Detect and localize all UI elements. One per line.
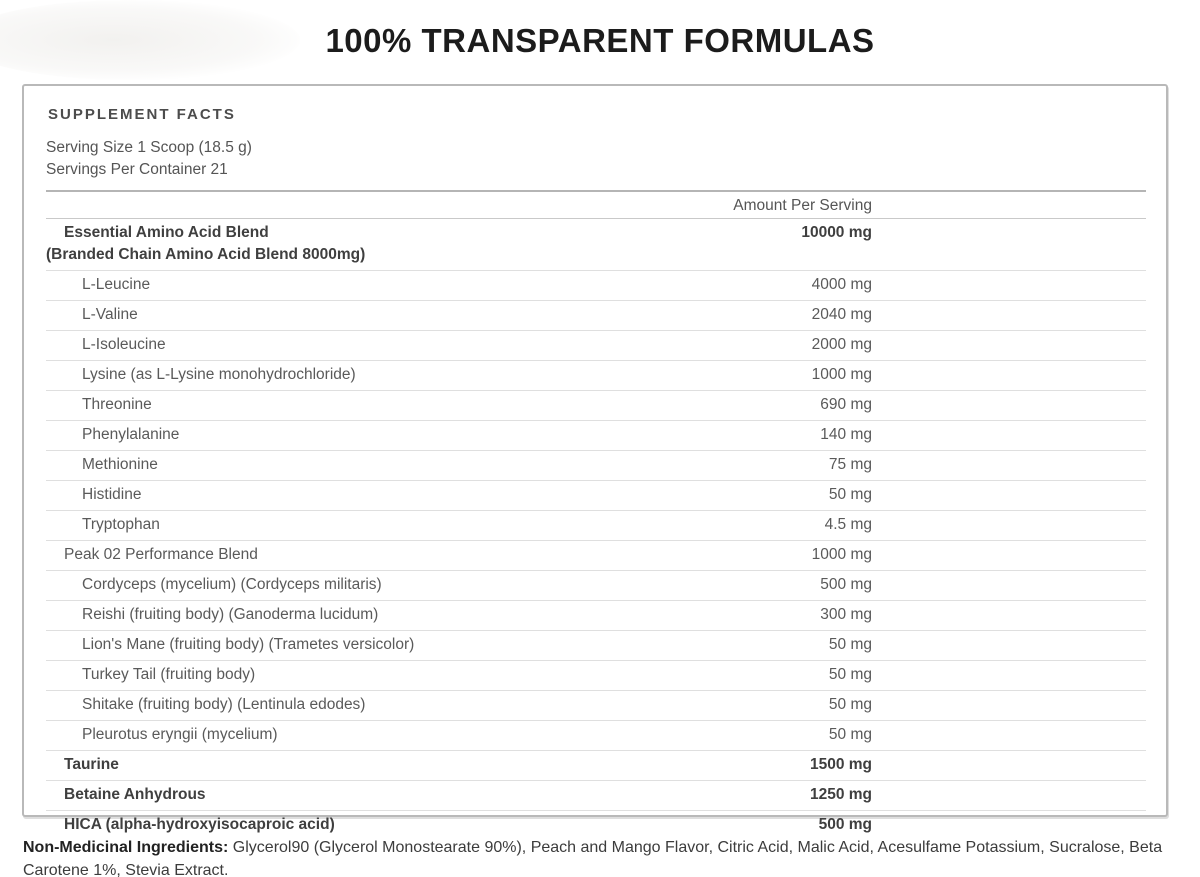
ingredient-name: Shitake (fruiting body) (Lentinula edodes) [82, 696, 366, 713]
ingredient-name: Peak 02 Performance Blend [64, 546, 258, 563]
table-row [46, 721, 1146, 751]
ingredient-table [46, 219, 1146, 840]
ingredient-amount: 4000 mg [811, 276, 872, 293]
table-row [46, 421, 1146, 451]
supplement-facts-panel [22, 84, 1168, 833]
table-row [46, 481, 1146, 511]
ingredient-amount: 4.5 mg [824, 516, 872, 533]
ingredient-name: Pleurotus eryngii (mycelium) [82, 726, 278, 743]
table-row [46, 691, 1146, 721]
ingredient-name: Reishi (fruiting body) (Ganoderma lucidum) [82, 606, 379, 623]
ingredient-amount: 50 mg [828, 696, 872, 713]
table-row [46, 661, 1146, 691]
ingredient-amount: 300 mg [820, 606, 872, 623]
table-row [46, 511, 1146, 541]
table-row [46, 751, 1146, 781]
table-row [46, 391, 1146, 421]
page-title: 100% TRANSPARENT FORMULAS [325, 22, 875, 59]
footnote-label: Non-Medicinal Ingredients: [23, 839, 229, 856]
ingredient-amount: 500 mg [820, 576, 872, 593]
table-row [46, 601, 1146, 631]
ingredient-amount: 1500 mg [809, 756, 872, 773]
table-row [46, 571, 1146, 601]
table-row [46, 631, 1146, 661]
table-row [46, 451, 1146, 481]
ingredient-amount: 75 mg [828, 456, 872, 473]
table-row [46, 781, 1146, 811]
ingredient-amount: 500 mg [818, 816, 872, 833]
servings-per-container-text: Servings Per Container 21 [46, 161, 228, 178]
ingredient-amount: 1000 mg [811, 546, 872, 563]
ingredient-name: L-Leucine [82, 276, 151, 293]
table-row [46, 331, 1146, 361]
ingredient-name: Phenylalanine [82, 426, 180, 443]
ingredient-amount: 50 mg [828, 486, 872, 503]
table-row [46, 271, 1146, 301]
ingredient-amount: 50 mg [828, 666, 872, 683]
ingredient-name: Threonine [82, 396, 152, 413]
ingredient-name: HICA (alpha-hydroxyisocaproic acid) [64, 816, 335, 833]
ingredient-amount: 1250 mg [809, 786, 872, 803]
ingredient-name: Lion's Mane (fruiting body) (Trametes versicolor) [82, 636, 415, 653]
ingredient-name: Cordyceps (mycelium) (Cordyceps militaris) [82, 576, 382, 593]
ingredient-amount: 690 mg [820, 396, 872, 413]
ingredient-amount: 10000 mg [801, 224, 872, 241]
amount-per-serving-header: Amount Per Serving [733, 197, 872, 214]
table-row [46, 541, 1146, 571]
ingredient-name: Methionine [82, 456, 158, 473]
ingredient-name: Taurine [64, 756, 119, 773]
ingredient-amount: 140 mg [820, 426, 872, 443]
ingredient-subname: (Branded Chain Amino Acid Blend 8000mg) [46, 246, 366, 263]
table-row [46, 219, 1146, 271]
ingredient-name: Tryptophan [82, 516, 160, 533]
ingredient-amount: 50 mg [828, 726, 872, 743]
ingredient-amount: 2040 mg [811, 306, 872, 323]
ingredient-name: Essential Amino Acid Blend [64, 224, 269, 241]
footnote-text: Glycerol90 (Glycerol Monostearate 90%), Peach and Mango Flavor, Citric Acid, Malic Acid, Acesulfame Potassium, Sucralose, Beta Carotene 1%, Stevia Extract. [23, 839, 1163, 877]
table-row [46, 301, 1146, 331]
supplement-facts-heading: SUPPLEMENT FACTS [48, 106, 236, 123]
ingredient-name: Lysine (as L-Lysine monohydrochloride) [82, 366, 356, 383]
ingredient-name: Turkey Tail (fruiting body) [82, 666, 256, 683]
ingredient-amount: 50 mg [828, 636, 872, 653]
serving-size-text: Serving Size 1 Scoop (18.5 g) [46, 139, 252, 156]
amount-header-row [46, 192, 1146, 219]
ingredient-name: L-Isoleucine [82, 336, 166, 353]
ingredient-amount: 2000 mg [811, 336, 872, 353]
ingredient-name: Betaine Anhydrous [64, 786, 206, 803]
ingredient-name: Histidine [82, 486, 142, 503]
non-medicinal-ingredients-note [23, 836, 1185, 877]
ingredient-name: L-Valine [82, 306, 138, 323]
ingredient-amount: 1000 mg [811, 366, 872, 383]
table-row [46, 361, 1146, 391]
